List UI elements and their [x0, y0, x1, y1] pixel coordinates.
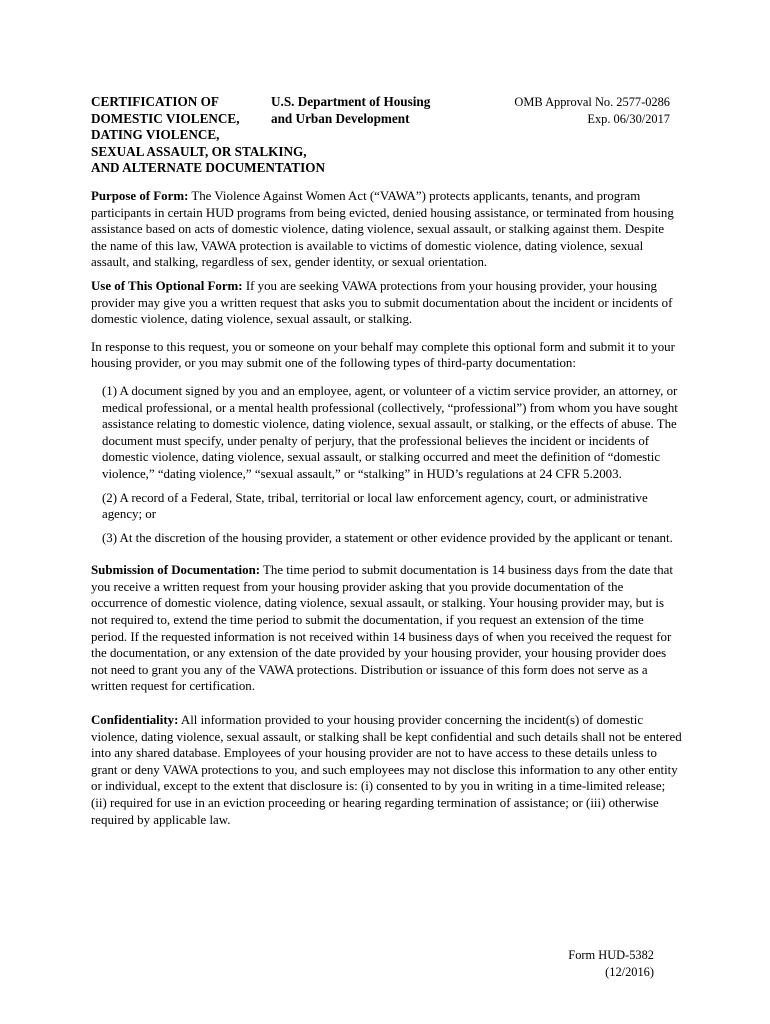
omb-approval-number: OMB Approval No. 2577-0286 — [514, 95, 670, 109]
form-title-line: CERTIFICATION OF — [91, 94, 219, 109]
purpose-text: The Violence Against Women Act (“VAWA”) protects applicants, tenants, and program participants in certain HUD programs from being evicted, denied housing assistance, or terminated from housing assistance based on acts of domestic violence, dating violence, sexual assault, or stalking against them. Despite the name of this law, VAWA protection is available to victims of domestic violence, dating violence, sexual assault, and stalking, regardless of sex, gender identity, or sexual orientation. — [91, 189, 674, 270]
agency-line: and Urban Development — [271, 110, 410, 126]
form-title-line: DATING VIOLENCE, — [91, 127, 220, 143]
submission-label: Submission of Documentation: — [91, 563, 261, 578]
form-title-line: AND ALTERNATE DOCUMENTATION — [91, 160, 325, 176]
response-paragraph: In response to this request, you or someone on your behalf may complete this optional form and submit it to your housing provider, or you may submit one of the following types of third-party documentation: — [91, 339, 675, 371]
form-footer — [568, 947, 654, 980]
form-title-line: SEXUAL ASSAULT, OR STALKING, — [91, 143, 307, 159]
confidentiality-text: All information provided to your housing provider concerning the incident(s) of domestic violence, dating violence, sexual assault, or stalking shall be kept confidential and such details shall not be entered into any shared database. Employees of your housing provider are not to have access to these details unless to grant or deny VAWA protections to you, and such employees may not disclose this information to any other entity or individual, except to the extent that disclosure is: (i) consented to by you in writing in a time-limited release; (ii) required for use in an eviction proceeding or hearing regarding termination of assistance; or (iii) otherwise required by applicable law. — [91, 713, 682, 827]
submission-text: The time period to submit documentation is 14 business days from the date that you receive a written request from your housing provider asking that you provide documentation of the occurrence of domestic violence, dating violence, sexual assault, or stalking. Your housing provider may, but is not required to, extend the time period to submit the documentation, if you request an extension of the time period. If the requested information is not received within 14 business days of when you received the request for the documentation, or any extension of the date provided by your housing provider, your housing provider does not need to grant you any of the VAWA protections. Distribution or issuance of this form does not serve as a written request for certification. — [91, 563, 673, 694]
form-number: Form HUD-5382 — [568, 948, 654, 962]
omb-expiration: Exp. 06/30/2017 — [587, 111, 670, 126]
documentation-option-2: (2) A record of a Federal, State, tribal, territorial or local law enforcement agency, court, or administrative agency; or — [102, 490, 648, 522]
use-text: If you are seeking VAWA protections from your housing provider, your housing provider may give you a written request that asks you to submit documentation about the incident or incidents of domestic violence, dating violence, sexual assault, or stalking. — [91, 278, 673, 327]
use-paragraph — [91, 278, 683, 328]
documentation-option-3: (3) At the discretion of the housing provider, a statement or other evidence provided by the applicant or tenant. — [102, 530, 673, 545]
purpose-paragraph — [91, 188, 683, 271]
document-body — [91, 188, 683, 835]
agency-line: U.S. Department of Housing — [271, 94, 431, 109]
purpose-label: Purpose of Form: — [91, 189, 189, 203]
submission-paragraph — [91, 562, 683, 695]
documentation-option-1: (1) A document signed by you and an employee, agent, or volunteer of a victim service provider, an attorney, or medical professional, or a mental health professional (collectively, “professional”) from whom you have sought assistance relating to domestic violence, dating violence, sexual assault, or stalking, or the effects of abuse. The document must specify, under penalty of perjury, that the professional believes the incident or incidents of domestic violence, dating violence, sexual assault, or stalking occurred and meet the definition of “domestic violence,” “dating violence,” “sexual assault,” or “stalking” in HUD’s regulations at 24 CFR 5.2003. — [102, 383, 678, 481]
omb-info — [514, 94, 670, 127]
confidentiality-paragraph — [91, 712, 683, 828]
form-title-line: DOMESTIC VIOLENCE, — [91, 110, 240, 126]
form-revision-date: (12/2016) — [605, 964, 654, 979]
agency-name — [271, 94, 430, 127]
use-label: Use of This Optional Form: — [91, 278, 243, 293]
confidentiality-label: Confidentiality: — [91, 713, 179, 728]
